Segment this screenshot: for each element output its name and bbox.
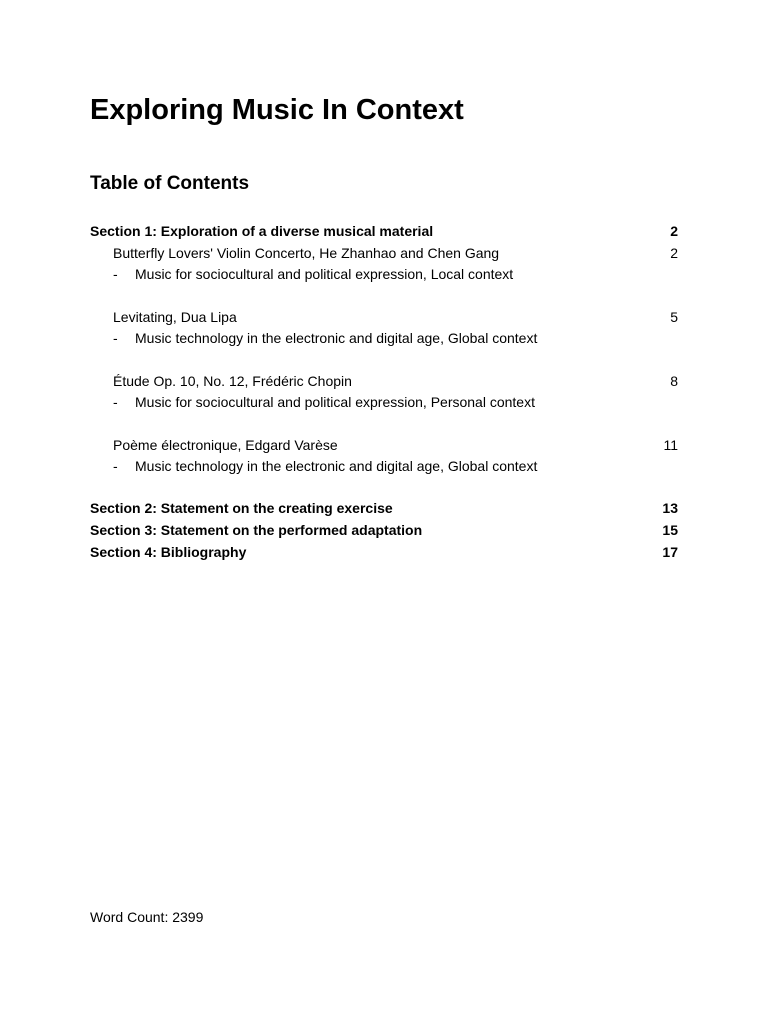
toc-item-etude	[90, 371, 678, 391]
toc-section-4	[90, 542, 678, 562]
toc-section-1	[90, 221, 678, 241]
list-dash: -	[113, 394, 118, 410]
list-dash: -	[113, 458, 118, 474]
list-dash: -	[113, 330, 118, 346]
toc-context-label: Music technology in the electronic and digital age, Global context	[135, 458, 538, 474]
toc-heading: Table of Contents	[90, 173, 250, 194]
toc-item-context	[90, 456, 678, 476]
toc-section-label: Section 2: Statement on the creating exercise	[90, 500, 393, 516]
list-dash: -	[113, 266, 118, 282]
toc-item-levitating	[90, 307, 678, 327]
toc-page-number: 2	[670, 223, 678, 239]
toc-page-number: 15	[662, 522, 678, 538]
toc-context-label: Music technology in the electronic and digital age, Global context	[135, 330, 538, 346]
toc-item-label: Levitating, Dua Lipa	[113, 309, 237, 325]
toc-item-poeme-electronique	[90, 435, 678, 455]
toc-context-label: Music for sociocultural and political expression, Local context	[135, 266, 514, 282]
toc-page-number: 17	[662, 544, 678, 560]
toc-context-label: Music for sociocultural and political expression, Personal context	[135, 394, 535, 410]
toc-item-butterfly-lovers	[90, 243, 678, 263]
toc-section-2	[90, 498, 678, 518]
toc-item-context	[90, 264, 678, 284]
toc-section-label: Section 3: Statement on the performed adaptation	[90, 522, 423, 538]
toc-section-3	[90, 520, 678, 540]
word-count: Word Count: 2399	[90, 909, 204, 925]
toc-item-label: Étude Op. 10, No. 12, Frédéric Chopin	[113, 373, 352, 389]
document-title: Exploring Music In Context	[90, 94, 464, 126]
toc-item-label: Poème électronique, Edgard Varèse	[113, 437, 338, 453]
toc-item-context	[90, 328, 678, 348]
toc-page-number: 13	[662, 500, 678, 516]
toc-page-number: 5	[670, 309, 678, 325]
toc-section-label: Section 1: Exploration of a diverse musical material	[90, 223, 434, 239]
toc-item-context	[90, 392, 678, 412]
toc-page-number: 8	[670, 373, 678, 389]
toc-section-label: Section 4: Bibliography	[90, 544, 247, 560]
toc-page-number: 11	[663, 437, 678, 453]
toc-page-number: 2	[670, 245, 678, 261]
toc-item-label: Butterfly Lovers' Violin Concerto, He Zhanhao and Chen Gang	[113, 245, 500, 261]
